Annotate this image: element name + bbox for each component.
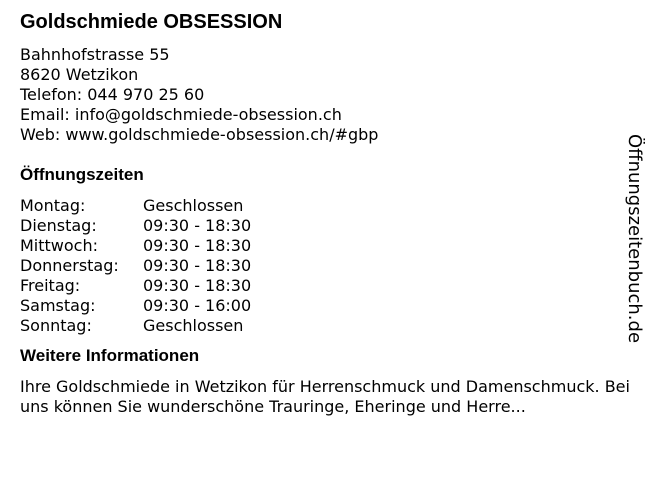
hours-time: 09:30 - 18:30 [143,216,252,235]
more-info-text: Ihre Goldschmiede in Wetzikon für Herrenschmuck und Damenschmuck. Bei uns können Sie wunderschöne Trauringe, Eheringe und Herre... [20,377,630,416]
hours-time: 09:30 - 16:00 [143,296,252,315]
hours-row [20,256,610,276]
hours-time: Geschlossen [143,196,244,215]
contact-block [20,45,610,145]
hours-row [20,196,610,216]
business-name: Goldschmiede OBSESSION [20,11,283,33]
hours-day: Sonntag: [20,316,92,335]
hours-day: Dienstag: [20,216,97,235]
hours-row [20,296,610,316]
hours-time: 09:30 - 18:30 [143,256,252,275]
hours-row [20,236,610,256]
city-postal: 8620 Wetzikon [20,65,139,84]
hours-time: 09:30 - 18:30 [143,236,252,255]
opening-hours-table [20,196,610,336]
hours-time: 09:30 - 18:30 [143,276,252,295]
site-watermark-label: Öffnungszeitenbuch.de [624,134,645,344]
hours-day: Samstag: [20,296,96,315]
hours-row [20,216,610,236]
more-info-heading: Weitere Informationen [20,346,200,365]
hours-time: Geschlossen [143,316,244,335]
hours-day: Freitag: [20,276,81,295]
website-url: Web: www.goldschmiede-obsession.ch/#gbp [20,125,379,144]
hours-row [20,276,610,296]
business-info-card [20,10,630,417]
email-address: Email: info@goldschmiede-obsession.ch [20,105,342,124]
opening-hours-heading: Öffnungszeiten [20,165,144,184]
phone-number: Telefon: 044 970 25 60 [20,85,205,104]
hours-day: Donnerstag: [20,256,119,275]
hours-day: Mittwoch: [20,236,98,255]
hours-row [20,316,610,336]
hours-day: Montag: [20,196,86,215]
street-address: Bahnhofstrasse 55 [20,45,170,64]
